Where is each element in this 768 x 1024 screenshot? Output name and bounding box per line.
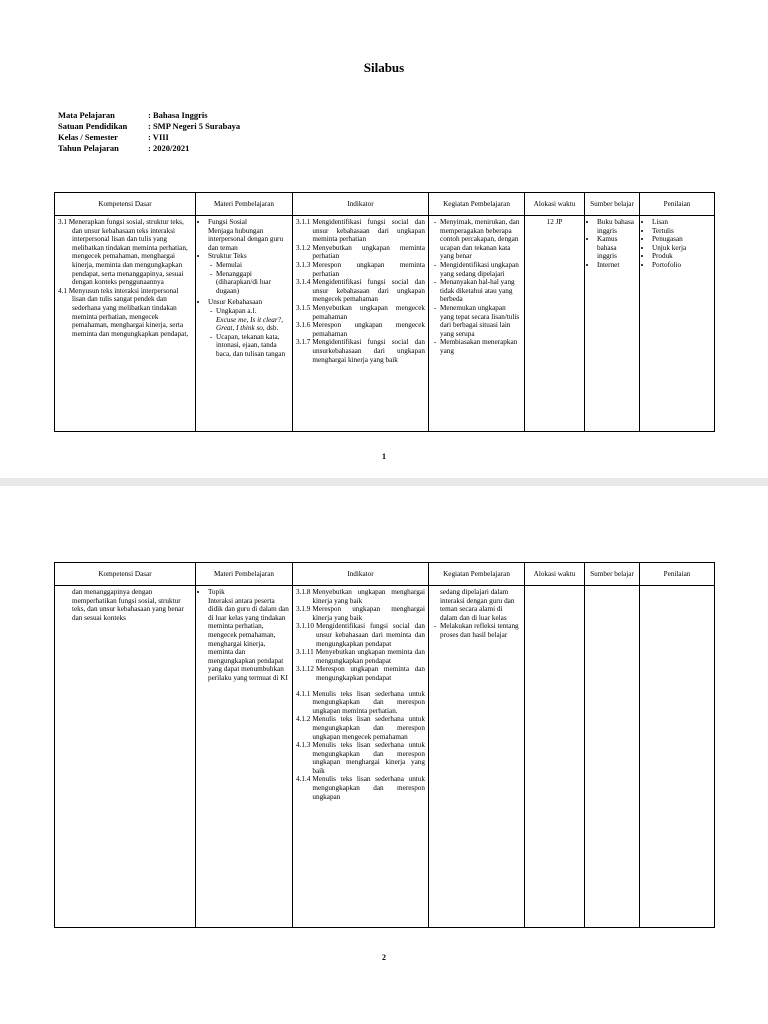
indikator-text: Menyebutkan ungkapan meminta dan mengungkapkan pendapat: [315, 648, 425, 665]
indikator-number: 3.1.12: [296, 665, 314, 674]
list-item: [208, 588, 289, 683]
indikator-item: [296, 622, 425, 648]
materi-list: [199, 588, 289, 683]
header-sumber: Sumber belajar: [585, 193, 640, 216]
indikator-text: Mengidentifikasi fungsi social dan unsur kebahasaan dari ungkapan mengecek pemahaman: [312, 278, 425, 304]
list-item: - Menanyakan hal-hal yang tidak diketahui atau yang berbeda: [440, 278, 521, 304]
page-number: 1: [382, 452, 386, 461]
cell-kegiatan: [429, 586, 525, 928]
cell-materi: [196, 216, 293, 432]
cell-sumber: [585, 586, 640, 928]
indikator-number: 3.1.9: [296, 605, 311, 614]
info-value: : SMP Negeri 5 Surabaya: [148, 121, 241, 131]
header-penilaian: Penilaian: [640, 563, 715, 586]
header-sumber: Sumber belajar: [585, 563, 640, 586]
list-item: • Tertulis: [652, 227, 711, 236]
info-row: [58, 110, 240, 121]
indikator-number: 4.1.4: [296, 775, 311, 784]
indikator-item: [296, 775, 425, 801]
header-alokasi: Alokasi waktu: [525, 563, 585, 586]
indikator-text: Menulis teks lisan sederhana untuk mengungkapkan dan merespon ungkapan mengecek pemahaman: [312, 715, 425, 741]
header-kegiatan: Kegiatan Pembelajaran: [429, 193, 525, 216]
indikator-item: [296, 304, 425, 321]
list-item: • Internet: [597, 261, 636, 270]
list-item: • Buku bahasa inggris: [597, 218, 636, 235]
materi-list: [199, 218, 289, 359]
indikator-number: 3.1.6: [296, 321, 311, 330]
list-item: - Menanggapi (diharapkan/di luar dugaan): [216, 270, 289, 296]
sub-list: [208, 261, 289, 295]
table-row: [55, 216, 715, 432]
info-label: Mata Pelajaran: [58, 110, 115, 120]
list-item: - Membiasakan menerapkan yang: [440, 338, 521, 355]
info-value: : VIII: [148, 132, 169, 142]
info-label: Satuan Pendidikan: [58, 121, 128, 131]
indikator-item: [296, 321, 425, 338]
cell-alokasi: [525, 586, 585, 928]
kegiatan-continued: sedang dipelajari dalam interaksi dengan guru dan teman secara alami di dalam dan di luar kelas: [440, 588, 515, 622]
cell-kompetensi-dasar: [55, 586, 196, 928]
list-item: [208, 252, 289, 295]
sub-list: [208, 307, 289, 359]
list-item: - Menemukan ungkapan yang tepat secara lisan/tulis dari berbagai situasi lain yang serupa: [440, 304, 521, 338]
indikator-number: 3.1.3: [296, 260, 311, 269]
list-item: [208, 298, 289, 358]
header-materi: Materi Pembelajaran: [196, 563, 293, 586]
cell-indikator: [293, 586, 429, 928]
indikator-item: [296, 261, 425, 278]
info-row: [58, 121, 240, 132]
indikator-item: [296, 218, 425, 244]
indikator-number: 3.1.7: [296, 338, 311, 347]
cell-alokasi: 12 JP: [525, 216, 585, 432]
indikator-text: Merespon ungkapan meminta perhatian: [312, 260, 425, 278]
cell-penilaian: [640, 586, 715, 928]
list-item: - Ucapan, tekanan kata, intonasi, ejaan, tanda baca, dan tulisan tangan: [216, 333, 289, 359]
indikator-number: 4.1.2: [296, 715, 311, 724]
page-number: 2: [382, 953, 386, 962]
materi-heading: Struktur Teks: [208, 252, 247, 261]
list-item: • Kamus bahasa inggris: [597, 235, 636, 261]
indikator-text: Mengidentifikasi fungsi social dan unsur kebahasaan dari ungkapan meminta perhatian: [312, 218, 425, 244]
header-alokasi: Alokasi waktu: [525, 193, 585, 216]
indikator-text: Merespon ungkapan meminta dan mengungkapkan pendapat: [315, 665, 425, 682]
materi-text: Ungkapan a.l.: [216, 306, 257, 315]
indikator-item: [296, 690, 425, 716]
list-item: - Melakukan refleksi tentang proses dan hasil belajar: [440, 622, 521, 639]
indikator-text: Mengidentifikasi fungsi social dan unsurkebahasaan dari ungkapan menghargai kinerja yang baik: [312, 338, 425, 364]
indikator-item: [296, 278, 425, 304]
list-item: • Penugasan: [652, 235, 711, 244]
info-block: [58, 110, 240, 154]
syllabus-table-page-1: [54, 192, 715, 432]
indikator-text: Menulis teks lisan sederhana untuk mengungkapkan dan merespon ungkapan meminta perhatian.: [312, 689, 425, 715]
indikator-item: [296, 588, 425, 605]
list-item: - Menyimak, menirukan, dan memperagakan beberapa contoh percakapan, dengan ucapan dan tekanan kata yang benar: [440, 218, 521, 261]
table-header-row: [55, 193, 715, 216]
list-item: [208, 218, 289, 252]
indikator-text: Merespon ungkapan menghargai kinerja yang baik: [312, 605, 425, 622]
cell-kegiatan: [429, 216, 525, 432]
info-value: : 2020/2021: [148, 143, 190, 153]
materi-text: Interaksi antara peserta didik dan guru di dalam dan di luar kelas yang tindakan meminta perhatian, mengecek pemahaman, menghargai kinerja, meminta dan mengungkapkan pendapat yang dapat menumbuhkan perilaku yang termuat di KI: [208, 596, 289, 682]
indikator-text: Menyebutkan ungkapan meminta perhatian: [312, 243, 425, 261]
indikator-number: 4.1.1: [296, 689, 311, 698]
header-penilaian: Penilaian: [640, 193, 715, 216]
table-header-row: [55, 563, 715, 586]
indikator-number: 3.1.10: [296, 622, 314, 631]
info-value: : Bahasa Inggris: [148, 110, 208, 120]
kd-3-1: 3.1 Menerapkan fungsi sosial, struktur teks, dan unsur kebahasaan teks interaksi interpersonal lisan dan tulis yang melibatkan tindakan meminta perhatian, mengecek pemahaman, menghargai kinerja, meminta dan mengungkapkan pendapat, serta menanggapinya, sesuai dengan konteks penggunaannya: [58, 218, 188, 287]
indikator-number: 3.1.5: [296, 303, 311, 312]
indikator-item: [296, 244, 425, 261]
header-indikator: Indikator: [293, 193, 429, 216]
materi-text: Menjaga hubungan interpersonal dengan guru dan teman: [208, 226, 284, 252]
header-materi: Materi Pembelajaran: [196, 193, 293, 216]
indikator-item: [296, 338, 425, 364]
indikator-number: 3.1.4: [296, 278, 311, 287]
sumber-list: [588, 218, 636, 270]
cell-indikator: [293, 216, 429, 432]
indikator-item: [296, 605, 425, 622]
cell-penilaian: [640, 216, 715, 432]
indikator-text: Menulis teks lisan sederhana untuk mengungkapkan dan merespon ungkapan menghargai kinerja yang baik: [312, 741, 425, 775]
indikator-number: 3.1.2: [296, 243, 311, 252]
info-row: [58, 132, 240, 143]
indikator-text: Menyebutkan ungkapan menghargai kinerja yang baik: [312, 588, 425, 605]
page-1: [0, 0, 768, 478]
table-row: [55, 586, 715, 928]
list-item: • Produk: [652, 252, 711, 261]
penilaian-list: [643, 218, 711, 270]
indikator-number: 3.1.8: [296, 588, 311, 596]
syllabus-table-page-2: [54, 562, 715, 928]
header-kompetensi-dasar: Kompetensi Dasar: [55, 193, 196, 216]
kd-4-1: 4.1 Menyusun teks interaksi interpersonal lisan dan tulis sangat pendek dan sederhana yang melibatkan tindakan meminta perhatian, mengecek pemahaman, menghargai kinerja, serta meminta dan mengungkapkan pendapat,: [58, 286, 189, 338]
document-title: Silabus: [363, 60, 405, 75]
spacer: [296, 683, 425, 690]
indikator-text: Menyebutkan ungkapan mengecek pemahaman: [312, 303, 425, 321]
indikator-number: 3.1.1: [296, 218, 311, 226]
materi-heading: Unsur Kebahasaan: [208, 298, 263, 307]
indikator-text: Merespon ungkapan mengecek pemahaman: [312, 321, 425, 338]
indikator-item: [296, 715, 425, 741]
info-row: [58, 143, 240, 154]
indikator-text: Menulis teks lisan sederhana untuk mengungkapkan dan merespon ungkapan: [312, 775, 425, 801]
cell-materi: [196, 586, 293, 928]
info-label: Kelas / Semester: [58, 132, 118, 142]
materi-text: , dsb.: [262, 324, 279, 333]
cell-sumber: [585, 216, 640, 432]
indikator-item: [296, 648, 425, 665]
cell-kompetensi-dasar: [55, 216, 196, 432]
materi-heading: Topik: [208, 588, 225, 596]
list-item: - Memulai: [216, 261, 289, 270]
list-item: - Mengidentifikasi ungkapan yang sedang dipelajari: [440, 261, 521, 278]
materi-example: Excuse me, Is it clear?, Great, I think so: [216, 315, 284, 333]
indikator-number: 4.1.3: [296, 741, 311, 750]
header-kegiatan: Kegiatan Pembelajaran: [429, 563, 525, 586]
header-indikator: Indikator: [293, 563, 429, 586]
materi-heading: Fungsi Sosial: [208, 218, 247, 226]
indikator-text: Mengidentifikasi fungsi social dan unsur kebahasaan dari meminta dan mengungkapkan pendapat: [315, 622, 425, 648]
list-item: • Lisan: [652, 218, 711, 227]
indikator-item: [296, 741, 425, 775]
list-item: [216, 307, 289, 333]
indikator-item: [296, 665, 425, 682]
header-kompetensi-dasar: Kompetensi Dasar: [55, 563, 196, 586]
indikator-number: 3.1.11: [296, 648, 314, 657]
list-item: • Portofolio: [652, 261, 711, 270]
list-item: • Unjuk kerja: [652, 244, 711, 253]
kegiatan-list: [432, 218, 521, 356]
info-label: Tahun Pelajaran: [58, 143, 119, 153]
kd-continued: dan menanggapinya dengan memperhatikan fungsi sosial, struktur teks, dan unsur kebahasaan yang benar dan sesuai konteks: [72, 588, 184, 622]
kegiatan-list: [432, 622, 521, 639]
